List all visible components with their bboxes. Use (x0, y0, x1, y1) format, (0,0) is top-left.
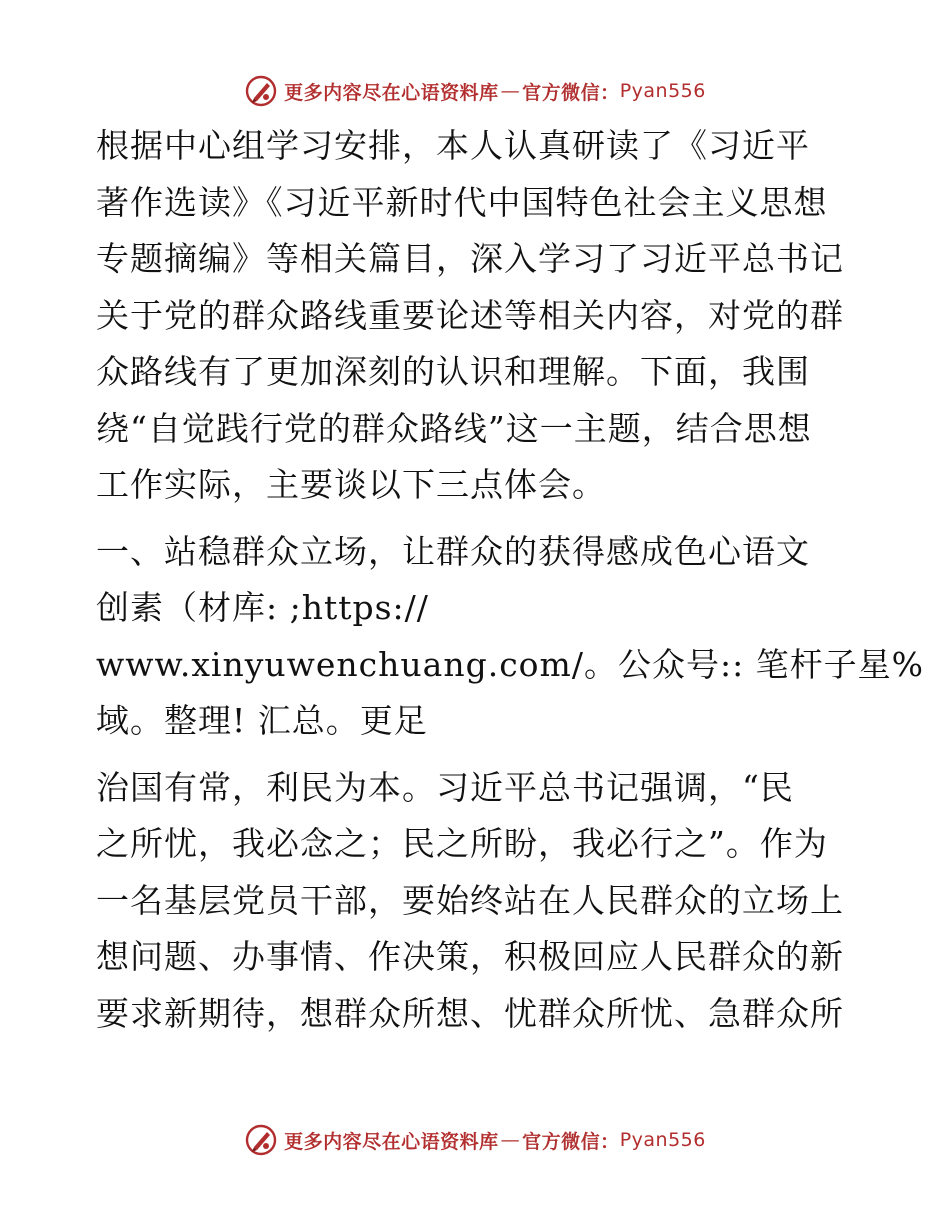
text-line: 著作选读》《习近平新时代中国特色社会主义思想 (96, 182, 828, 222)
banner-wechat-label: 官方微信： (522, 81, 620, 104)
text-line: 绕“自觉践行党的群众路线”这一主题，结合思想 (96, 408, 812, 448)
text-line: www.xinyuwenchuang.com/。公众号:: 笔杆子星% (96, 644, 925, 684)
text-line: 之所忧，我必念之；民之所盼，我必行之”。作为 (96, 824, 828, 863)
paragraph-intro (96, 118, 856, 514)
text-line: 工作实际，主要谈以下三点体会。 (96, 465, 606, 504)
banner-wechat-id: Pyan556 (619, 1129, 706, 1151)
banner-wechat-label: 官方微信： (522, 1130, 620, 1153)
text-line: 一名基层党员干部，要始终站在人民群众的立场上 (96, 880, 844, 920)
text-line: 根据中心组学习安排，本人认真研读了《习近平 (96, 126, 810, 165)
text-line: 众路线有了更加深刻的认识和理解。下面，我围 (96, 352, 810, 391)
text-line: 专题摘编》等相关篇目，深入学习了习近平总书记 (96, 239, 844, 278)
pen-logo-icon (244, 1123, 278, 1157)
text-line: 要求新期待，想群众所想、忧群众所忧、急群众所 (96, 993, 844, 1033)
text-line: 域。整理! 汇总。更足 (96, 701, 428, 740)
document-body (96, 118, 925, 1042)
banner-separator: — (500, 1129, 521, 1151)
banner-separator: — (500, 80, 521, 102)
text-line: 一、站稳群众立场，让群众的获得感成色心语文 (96, 531, 810, 571)
text-line: 关于党的群众路线重要论述等相关内容，对党的群 (96, 295, 844, 335)
banner-wechat-id: Pyan556 (619, 80, 706, 102)
footer-banner (0, 1120, 950, 1160)
text-line: 想问题、办事情、作决策，积极回应人民群众的新 (96, 937, 844, 976)
text-line: 治国有常，利民为本。习近平总书记强调，“民 (96, 767, 794, 807)
pen-logo-icon (244, 74, 278, 108)
paragraph-body (96, 760, 856, 1043)
banner-text: 更多内容尽在心语资料库 (284, 81, 499, 104)
text-line: 创素（材库: ;https:// (96, 588, 429, 627)
header-banner (0, 71, 950, 111)
banner-text: 更多内容尽在心语资料库 (284, 1130, 499, 1153)
paragraph-section-heading (96, 524, 925, 750)
